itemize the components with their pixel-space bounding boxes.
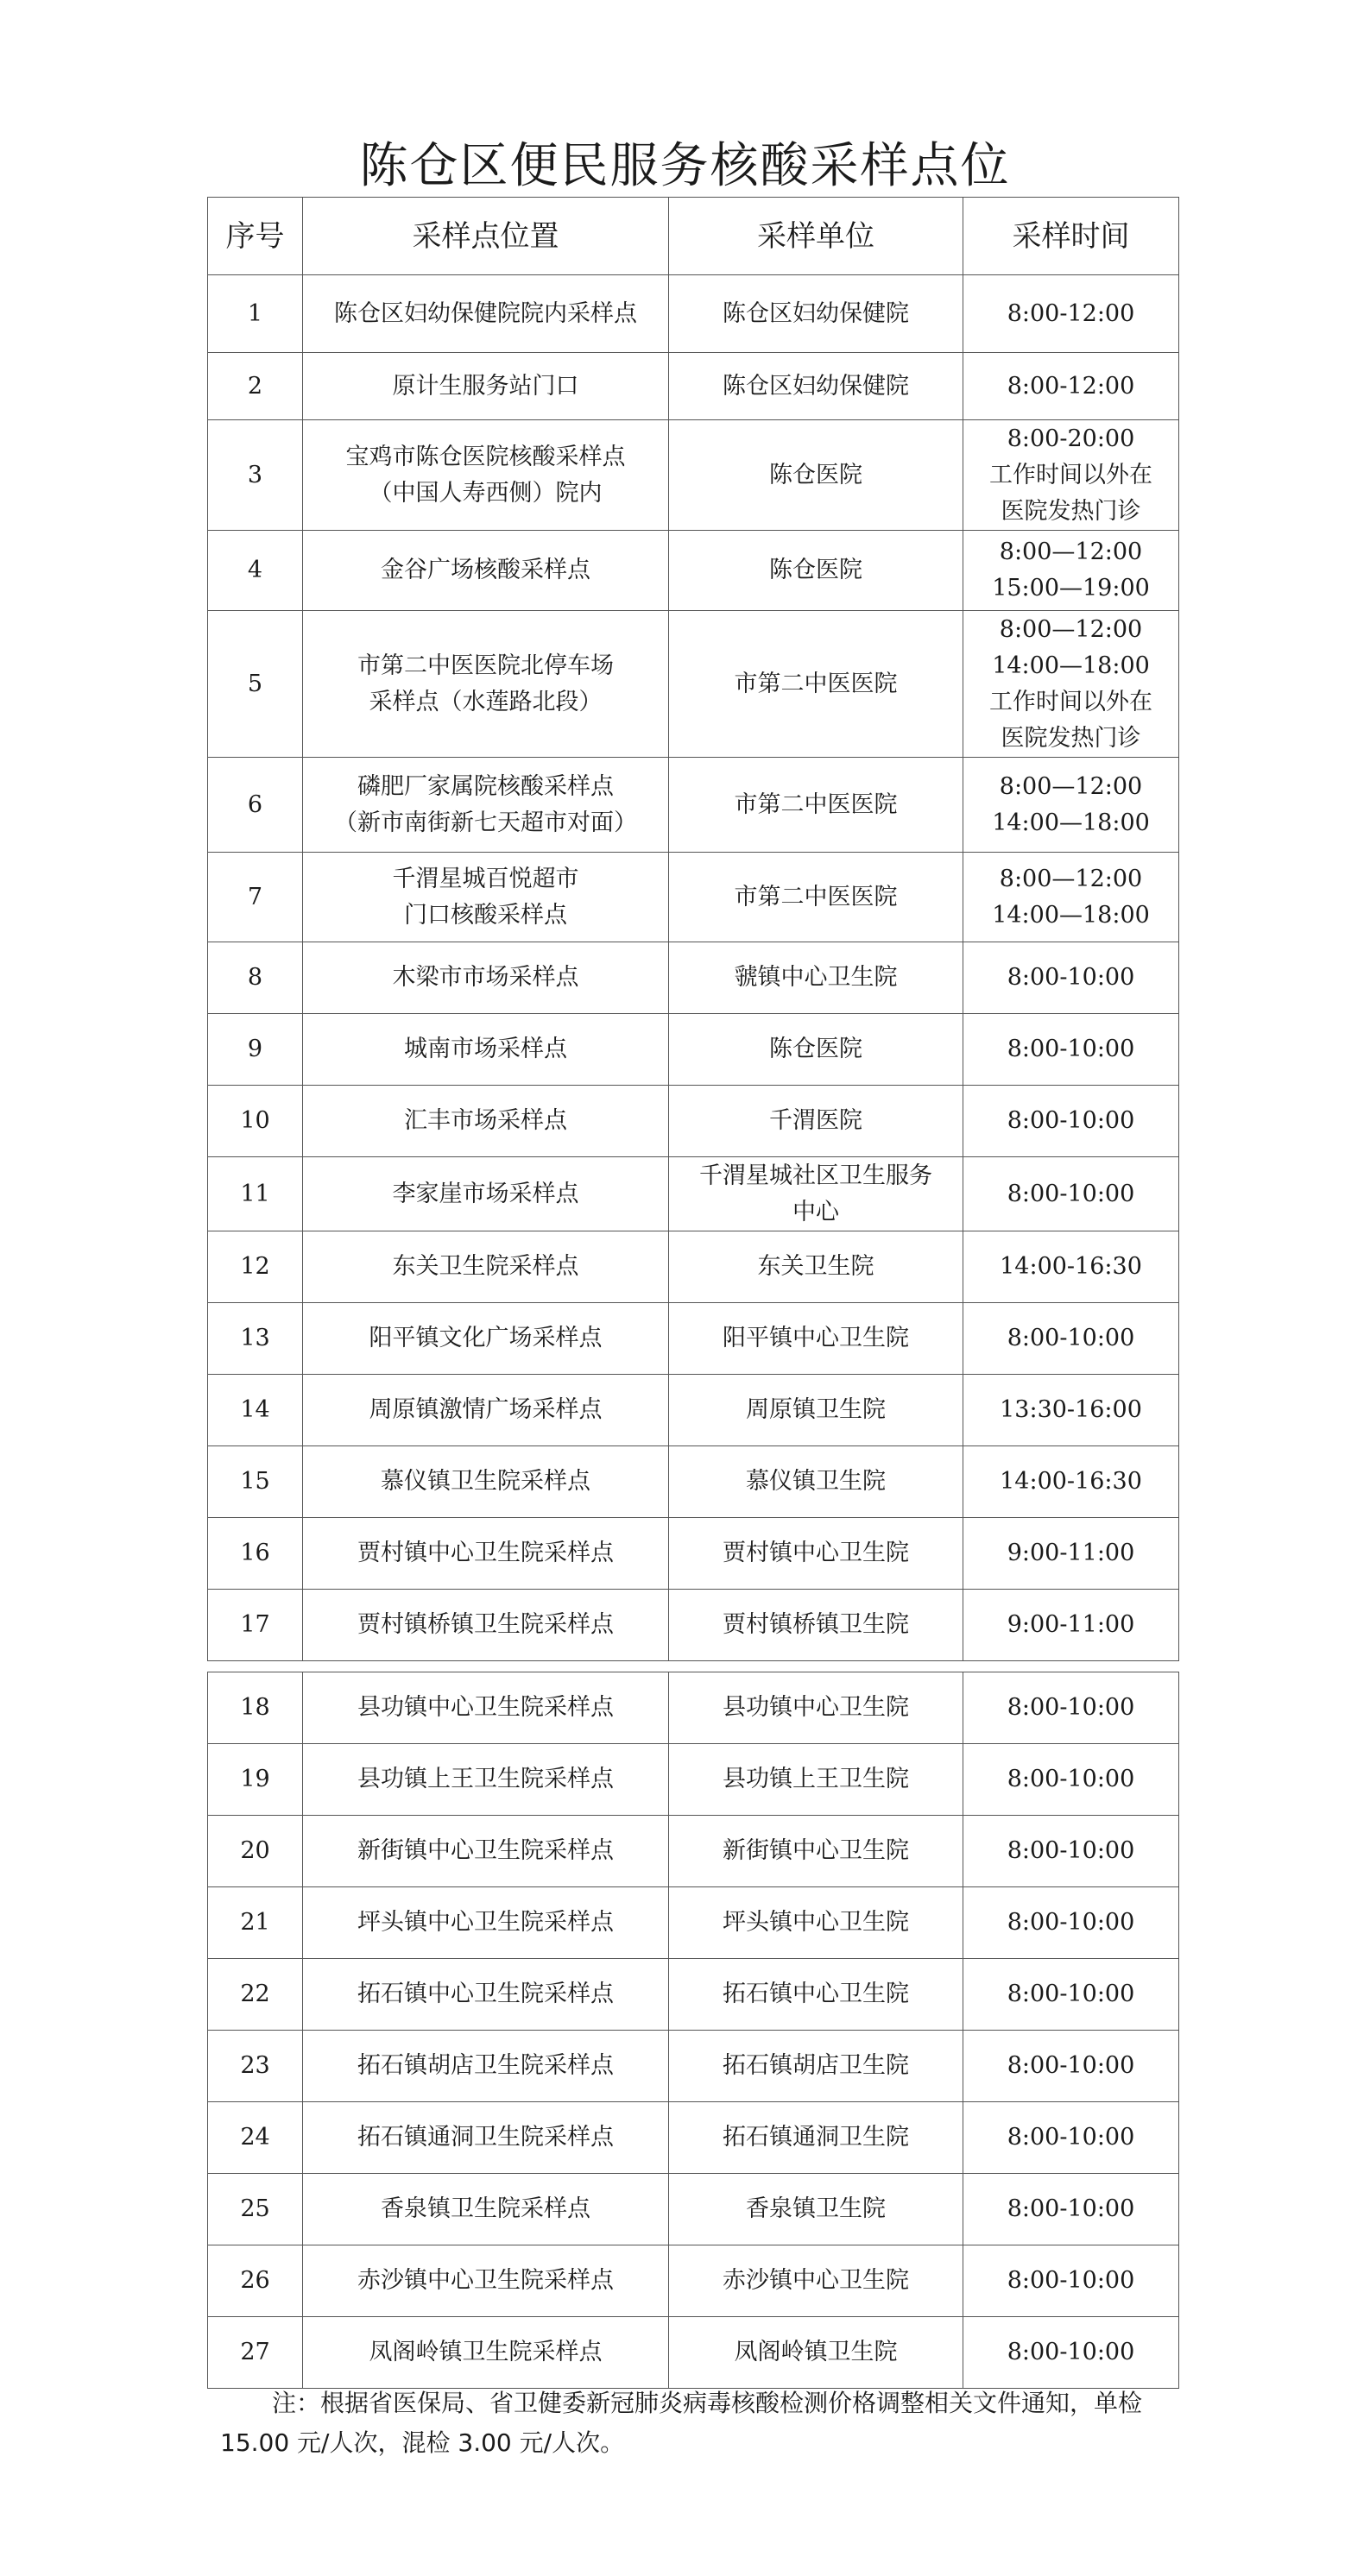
sampling-unit-line: 陈仓医院	[769, 461, 862, 488]
sampling-time	[963, 1816, 1179, 1887]
sampling-time-line: 8:00-10:00	[1007, 1981, 1135, 2007]
site-location-line: 新街镇中心卫生院采样点	[357, 1837, 614, 1864]
sampling-unit-line: 陈仓医院	[769, 557, 862, 583]
site-location-line: 金谷广场核酸采样点	[381, 557, 590, 583]
site-location	[303, 1014, 669, 1086]
sampling-unit	[669, 1672, 963, 1744]
sampling-unit-line: 市第二中医医院	[734, 670, 898, 697]
site-location	[303, 1303, 669, 1375]
sampling-unit	[669, 853, 963, 942]
table-row	[208, 353, 1179, 420]
site-location-line: 拓石镇中心卫生院采样点	[357, 1981, 614, 2007]
sampling-unit-line: 坪头镇中心卫生院	[723, 1909, 909, 1936]
sampling-unit-line: 陈仓区妇幼保健院	[723, 299, 909, 327]
sampling-unit	[669, 1816, 963, 1887]
sampling-time	[963, 1086, 1179, 1157]
sampling-time-line: 8:00-10:00	[1007, 1909, 1135, 1936]
sampling-time-line: 8:00-10:00	[1007, 2267, 1135, 2294]
sampling-unit-line: 千渭星城社区卫生服务	[699, 1162, 932, 1189]
sampling-unit-line: 周原镇卫生院	[746, 1396, 886, 1423]
site-location	[303, 853, 669, 942]
sampling-unit	[669, 2102, 963, 2174]
site-location-line: 坪头镇中心卫生院采样点	[357, 1909, 614, 1936]
sampling-time-line: 医院发热门诊	[1001, 497, 1141, 525]
site-location-line: 城南市场采样点	[404, 1036, 567, 1062]
sampling-unit-line: 阳平镇中心卫生院	[723, 1325, 909, 1351]
sampling-time-line: 8:00—12:00	[999, 865, 1143, 892]
sampling-unit-line: 县功镇中心卫生院	[723, 1694, 909, 1721]
sampling-unit	[669, 1959, 963, 2031]
row-index: 5	[208, 611, 303, 758]
table-header-row	[208, 198, 1179, 275]
sampling-unit	[669, 275, 963, 353]
site-location-line: 市第二中医医院北停车场	[357, 652, 614, 679]
table-row	[208, 942, 1179, 1014]
sampling-time-line: 8:00-10:00	[1007, 964, 1135, 991]
sampling-sites-table-page1	[207, 197, 1179, 1661]
table-row	[208, 1086, 1179, 1157]
table-row	[208, 1959, 1179, 2031]
table-row	[208, 2174, 1179, 2245]
sampling-unit	[669, 1446, 963, 1518]
row-index: 1	[208, 275, 303, 353]
sampling-unit	[669, 420, 963, 531]
sampling-unit	[669, 1375, 963, 1446]
site-location	[303, 531, 669, 611]
sampling-sites-table-page2	[207, 1672, 1179, 2389]
sampling-time	[963, 1887, 1179, 1959]
site-location-line: （新市南街新七天超市对面）	[334, 809, 637, 836]
row-index: 4	[208, 531, 303, 611]
site-location-line: 周原镇激情广场采样点	[369, 1396, 603, 1423]
row-index: 3	[208, 420, 303, 531]
header-location: 采样点位置	[303, 198, 669, 275]
sampling-unit	[669, 1887, 963, 1959]
site-location	[303, 2031, 669, 2102]
table-row	[208, 1303, 1179, 1375]
sampling-unit-line: 拓石镇中心卫生院	[723, 1981, 909, 2007]
row-index: 24	[208, 2102, 303, 2174]
table-row	[208, 1446, 1179, 1518]
sampling-time-line: 8:00-10:00	[1007, 2339, 1135, 2365]
site-location	[303, 1086, 669, 1157]
sampling-unit-line: 虢镇中心卫生院	[734, 964, 898, 991]
sampling-time-line: 14:00—18:00	[992, 652, 1150, 679]
site-location	[303, 2245, 669, 2317]
sampling-unit	[669, 1590, 963, 1661]
sampling-time	[963, 1375, 1179, 1446]
header-unit: 采样单位	[669, 198, 963, 275]
sampling-time	[963, 420, 1179, 531]
sampling-time-line: 医院发热门诊	[1001, 724, 1141, 752]
site-location-line: 门口核酸采样点	[404, 901, 567, 929]
header-index: 序号	[208, 198, 303, 275]
table-row	[208, 1014, 1179, 1086]
row-index: 21	[208, 1887, 303, 1959]
site-location-line: 木梁市市场采样点	[392, 964, 579, 991]
sampling-unit	[669, 1303, 963, 1375]
sampling-time	[963, 942, 1179, 1014]
sampling-unit	[669, 611, 963, 758]
sampling-time-line: 8:00-10:00	[1007, 1036, 1135, 1062]
sampling-unit	[669, 758, 963, 853]
sampling-unit-line: 陈仓医院	[769, 1036, 862, 1062]
sampling-unit	[669, 2174, 963, 2245]
table-row	[208, 1887, 1179, 1959]
row-index: 20	[208, 1816, 303, 1887]
sampling-time	[963, 2245, 1179, 2317]
row-index: 12	[208, 1231, 303, 1303]
table-row	[208, 2102, 1179, 2174]
table-row	[208, 1375, 1179, 1446]
row-index: 19	[208, 1744, 303, 1816]
table-row	[208, 1231, 1179, 1303]
site-location	[303, 1375, 669, 1446]
site-location	[303, 2317, 669, 2389]
sampling-unit-line: 凤阁岭镇卫生院	[734, 2339, 898, 2365]
sampling-time	[963, 353, 1179, 420]
site-location	[303, 942, 669, 1014]
sampling-unit	[669, 1014, 963, 1086]
row-index: 16	[208, 1518, 303, 1590]
site-location-line: 原计生服务站门口	[392, 372, 579, 400]
site-location	[303, 1887, 669, 1959]
site-location-line: 赤沙镇中心卫生院采样点	[357, 2267, 614, 2294]
site-location	[303, 1959, 669, 2031]
sampling-time-line: 8:00-10:00	[1007, 1107, 1135, 1134]
sampling-time-line: 15:00—19:00	[992, 575, 1150, 601]
sampling-time-line: 8:00-20:00	[1007, 425, 1135, 452]
site-location	[303, 1816, 669, 1887]
row-index: 8	[208, 942, 303, 1014]
row-index: 14	[208, 1375, 303, 1446]
site-location	[303, 2102, 669, 2174]
site-location-line: 东关卫生院采样点	[392, 1253, 579, 1280]
row-index: 11	[208, 1157, 303, 1231]
table-row	[208, 1672, 1179, 1744]
sampling-time	[963, 1157, 1179, 1231]
sampling-time-line: 8:00-10:00	[1007, 2052, 1135, 2079]
site-location	[303, 1231, 669, 1303]
sampling-unit-line: 香泉镇卫生院	[746, 2195, 886, 2222]
table-row	[208, 611, 1179, 758]
site-location-line: 陈仓区妇幼保健院院内采样点	[334, 299, 637, 327]
site-location-line: （中国人寿西侧）院内	[369, 479, 603, 507]
table-row	[208, 2245, 1179, 2317]
site-location-line: 李家崖市场采样点	[392, 1180, 579, 1207]
site-location-line: 阳平镇文化广场采样点	[369, 1325, 603, 1351]
sampling-time-line: 14:00—18:00	[992, 901, 1150, 929]
row-index: 6	[208, 758, 303, 853]
sampling-unit	[669, 942, 963, 1014]
sampling-time	[963, 2102, 1179, 2174]
sampling-time-line: 8:00-10:00	[1007, 1180, 1135, 1207]
site-location-line: 拓石镇通洞卫生院采样点	[357, 2124, 614, 2151]
sampling-time-line: 8:00-12:00	[1007, 299, 1135, 327]
sampling-unit-line: 县功镇上王卫生院	[723, 1766, 909, 1792]
site-location-line: 汇丰市场采样点	[404, 1107, 567, 1134]
sampling-unit-line: 新街镇中心卫生院	[723, 1837, 909, 1864]
sampling-unit-line: 市第二中医医院	[734, 790, 898, 818]
sampling-time	[963, 2174, 1179, 2245]
sampling-unit	[669, 2031, 963, 2102]
sampling-time	[963, 1231, 1179, 1303]
sampling-unit-line: 贾村镇桥镇卫生院	[723, 1611, 909, 1638]
site-location-line: 宝鸡市陈仓医院核酸采样点	[345, 443, 626, 470]
sampling-time-line: 14:00-16:30	[1000, 1253, 1142, 1280]
row-index: 9	[208, 1014, 303, 1086]
sampling-unit-line: 市第二中医医院	[734, 883, 898, 910]
sampling-time-line: 8:00—12:00	[999, 539, 1143, 565]
table-row	[208, 531, 1179, 611]
site-location-line: 贾村镇桥镇卫生院采样点	[357, 1611, 614, 1638]
site-location-line: 采样点（水莲路北段）	[369, 688, 603, 715]
sampling-time-line: 8:00-10:00	[1007, 1694, 1135, 1721]
sampling-time-line: 14:00-16:30	[1000, 1468, 1142, 1495]
sampling-unit-line: 赤沙镇中心卫生院	[723, 2267, 909, 2294]
table-row	[208, 758, 1179, 853]
site-location	[303, 1744, 669, 1816]
sampling-time	[963, 531, 1179, 611]
sampling-time-line: 8:00-10:00	[1007, 1837, 1135, 1864]
row-index: 18	[208, 1672, 303, 1744]
header-time: 采样时间	[963, 198, 1179, 275]
sampling-time-line: 8:00—12:00	[999, 615, 1143, 643]
site-location	[303, 611, 669, 758]
sampling-unit	[669, 2245, 963, 2317]
sampling-time	[963, 2317, 1179, 2389]
sampling-time-line: 8:00-12:00	[1007, 372, 1135, 400]
table-row	[208, 1518, 1179, 1590]
sampling-time	[963, 2031, 1179, 2102]
site-location	[303, 1672, 669, 1744]
site-location	[303, 1446, 669, 1518]
row-index: 17	[208, 1590, 303, 1661]
price-note: 注：根据省医保局、省卫健委新冠肺炎病毒核酸检测价格调整相关文件通知，单检 15.00 元/人次，混检 3.00 元/人次。	[220, 2389, 1143, 2457]
sampling-time	[963, 1672, 1179, 1744]
table-row	[208, 853, 1179, 942]
table-row	[208, 2317, 1179, 2389]
site-location	[303, 1518, 669, 1590]
site-location-line: 磷肥厂家属院核酸采样点	[357, 772, 614, 800]
row-index: 23	[208, 2031, 303, 2102]
site-location	[303, 758, 669, 853]
sampling-time-line: 9:00-11:00	[1007, 1611, 1135, 1638]
sampling-unit-line: 贾村镇中心卫生院	[723, 1540, 909, 1566]
sampling-unit	[669, 1518, 963, 1590]
sampling-time-line: 8:00-10:00	[1007, 1325, 1135, 1351]
table-row	[208, 275, 1179, 353]
row-index: 22	[208, 1959, 303, 2031]
sampling-unit	[669, 353, 963, 420]
sampling-unit	[669, 1157, 963, 1231]
table-row	[208, 1816, 1179, 1887]
sampling-time-line: 8:00-10:00	[1007, 2124, 1135, 2151]
site-location-line: 拓石镇胡店卫生院采样点	[357, 2052, 614, 2079]
sampling-unit-line: 拓石镇胡店卫生院	[723, 2052, 909, 2079]
sampling-unit	[669, 1086, 963, 1157]
site-location-line: 千渭星城百悦超市	[392, 865, 579, 892]
site-location-line: 县功镇中心卫生院采样点	[357, 1694, 614, 1721]
sampling-time	[963, 1303, 1179, 1375]
sampling-time-line: 8:00-10:00	[1007, 1766, 1135, 1792]
site-location-line: 香泉镇卫生院采样点	[381, 2195, 590, 2222]
sampling-unit	[669, 531, 963, 611]
sampling-time	[963, 853, 1179, 942]
site-location-line: 贾村镇中心卫生院采样点	[357, 1540, 614, 1566]
site-location	[303, 2174, 669, 2245]
site-location	[303, 420, 669, 531]
sampling-time-line: 9:00-11:00	[1007, 1540, 1135, 1566]
table-row	[208, 1590, 1179, 1661]
site-location	[303, 353, 669, 420]
row-index: 25	[208, 2174, 303, 2245]
row-index: 27	[208, 2317, 303, 2389]
sampling-time-line: 13:30-16:00	[1000, 1396, 1142, 1423]
site-location	[303, 1157, 669, 1231]
sampling-time	[963, 1518, 1179, 1590]
sampling-unit-line: 东关卫生院	[757, 1253, 874, 1280]
site-location-line: 县功镇上王卫生院采样点	[357, 1766, 614, 1792]
table-row	[208, 420, 1179, 531]
sampling-unit	[669, 1231, 963, 1303]
sampling-unit-line: 拓石镇通洞卫生院	[723, 2124, 909, 2151]
sampling-unit	[669, 1744, 963, 1816]
sampling-unit-line: 中心	[792, 1198, 839, 1225]
sampling-time-line: 工作时间以外在	[989, 461, 1152, 488]
sampling-time	[963, 1590, 1179, 1661]
sampling-time	[963, 1744, 1179, 1816]
site-location-line: 慕仪镇卫生院采样点	[381, 1468, 590, 1495]
sampling-unit	[669, 2317, 963, 2389]
table-row	[208, 1744, 1179, 1816]
row-index: 13	[208, 1303, 303, 1375]
row-index: 7	[208, 853, 303, 942]
sampling-unit-line: 陈仓区妇幼保健院	[723, 372, 909, 400]
sampling-time-line: 工作时间以外在	[989, 688, 1152, 715]
site-location	[303, 1590, 669, 1661]
page-title: 陈仓区便民服务核酸采样点位	[359, 138, 1011, 194]
sampling-time	[963, 1014, 1179, 1086]
site-location-line: 凤阁岭镇卫生院采样点	[369, 2339, 603, 2365]
sampling-time-line: 14:00—18:00	[992, 809, 1150, 836]
sampling-time	[963, 275, 1179, 353]
sampling-time-line: 8:00—12:00	[999, 772, 1143, 800]
row-index: 10	[208, 1086, 303, 1157]
sampling-time-line: 8:00-10:00	[1007, 2195, 1135, 2222]
sampling-unit-line: 慕仪镇卫生院	[746, 1468, 886, 1495]
sampling-time	[963, 1446, 1179, 1518]
row-index: 2	[208, 353, 303, 420]
sampling-time	[963, 1959, 1179, 2031]
sampling-time	[963, 611, 1179, 758]
sampling-unit-line: 千渭医院	[769, 1107, 862, 1134]
table-row	[208, 2031, 1179, 2102]
site-location	[303, 275, 669, 353]
row-index: 15	[208, 1446, 303, 1518]
sampling-time	[963, 758, 1179, 853]
row-index: 26	[208, 2245, 303, 2317]
table-row	[208, 1157, 1179, 1231]
